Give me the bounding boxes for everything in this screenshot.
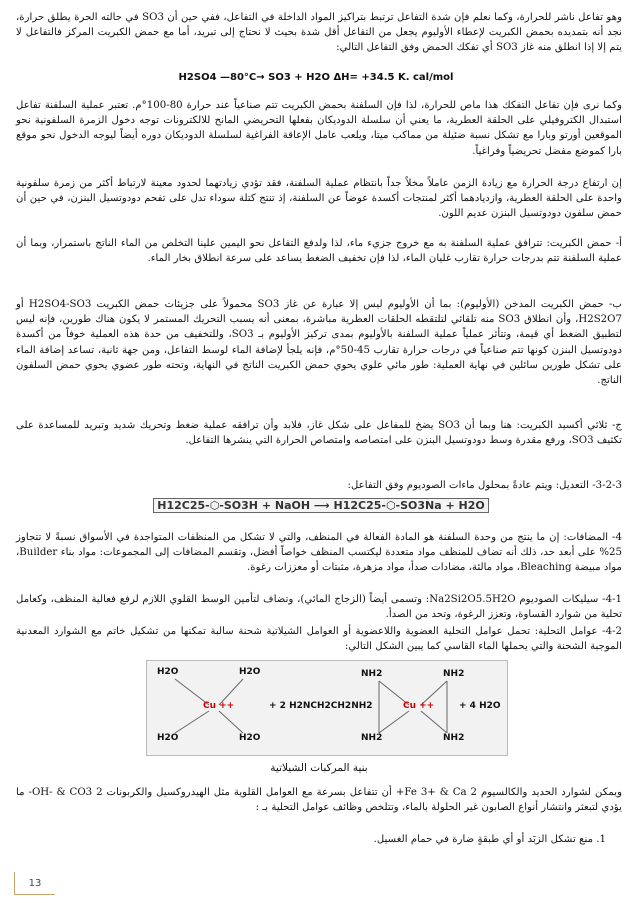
- nh2-label: NH2: [443, 669, 465, 679]
- copper-ion-label: Cu ++: [403, 701, 435, 711]
- paragraph-sulfuric-acid: أ- حمض الكبريت: تترافق عملية السلفنة به مع خروج جزيء ماء، لذا ولدفع التفاعل نحو اليمين علينا التخلص من الماء الناتج باستمرار، وبما أن عملية السلفنة تتم بدرجات حرارة تقارب غليان الماء، لذا فإن تخفيف الضغط يساعد على سرعة انطلاق بخار الماء.: [16, 238, 622, 265]
- nh2-label: NH2: [443, 733, 465, 743]
- paragraph-electrophilic-substitution: وكما نرى فإن تفاعل التفكك هذا ماص للحرارة، لذا فإن السلفنة بحمض الكبريت تتم صناعياً عند حرارة 80-100°م. تعتبر عملية السلفنة تفاعل استبدال الكتروفيلي على الحلقة العطرية، ما يعني أن سلسلة الدوديكان بفعلها التحريضي المانح للالكترونات توجه دخول الزمرة السلفونية نحو الموقعين أورتو وبارا مع تشكل نسبة ضئيلة من مماكب ميتا، ويلعب عامل الإعاقة الفراغية لسلسلة الدوديكان دوره أيضاً ليوجه الدخول نحو موقع بارا كموضع مفضل تحريضياً وفراغياً.: [16, 100, 623, 157]
- paragraph-sulfonation-heat: وهو تفاعل ناشر للحرارة، وكما نعلم فإن شدة التفاعل ترتبط بتراكيز المواد الداخلة في التفاعل، ففي حين أن SO3 في حالته الحرة يطلق حرارة، نجد أنه بتمديده بحمض الكبريت لإعطاء الأوليوم يجعل من التفاعل أقل شدة بحيث لا نحتاج إلى تبريد، أما مع حمض الكبريت المركز فالتفاعل لا يتم إلا إذا انطلق منه غاز SO3 أي تفكك الحمض وفق التفاعل التالي:: [16, 12, 622, 54]
- page-number: 13: [14, 872, 55, 895]
- list-item-softening-function: 1. منع تشكل الزبَد أو أي طبقةٍ ضارة في حمام الغسيل.: [373, 834, 606, 845]
- paragraph-oleum: ب- حمض الكبريت المدخن (الأوليوم): بما أن الأوليوم ليس إلا عبارة عن غاز SO3 محمولاً على جزيئات حمض الكبريت H2SO4-SO3 أو H2S2O7، وأن انطلاق SO3 منه تلقائي لتلتقطه الحلقات العطرية مباشرة، بمعنى أنه يسبب التحريك المستمر لا يكون هناك طورين، فإنه ليس لتطبيق الضغط أي قيمة، وتتأثر عملياً عملية السلفنة بالأوليوم بمدى تركيز الأوليوم بـ SO3، وللتخفيف من حدة هذه العملية خوفاً من أكسدة دودوتسيل البنزن كونها تتم صناعياً في درجات حرارة تقارب 45-50°م، فإنه يلجأ لإضافة الماء لوسط التفاعل، ومن جهة ثانية، تساعد إضافة الماء على تشكل طورين سائلين في نهاية العملية: طور مائي علوي يحوي حمض الكبريت الناتج في النهاية، وتحته طور عضوي يحوي حمض السلفون الناتج.: [16, 299, 622, 387]
- chelate-diagram: [146, 660, 508, 756]
- h2o-label: H2O: [239, 667, 261, 677]
- document-page: [16, 0, 622, 903]
- paragraph-temperature-effect: إن ارتفاع درجة الحرارة مع زيادة الزمن عاملاً مخلاً جداً بانتظام عملية السلفنة، فقد تؤدي زيادتهما لحدود معينة لارتباط أكثر من زمرة سلفونية واحدة على الحلقة العطرية، وازديادهما أكثر لمنتجات أكسدة عوضاً عن السلفنة، إذ تنتج كتلة سوداء تدل على تفحم دودوتسيل البنزن، في حين أن حمض سلفون دودوتسيل البنزن عديم اللون.: [16, 178, 622, 220]
- reagent-label: + 2 H2NCH2CH2NH2: [269, 701, 373, 711]
- paragraph-iron-calcium: ويمكن لشوارد الحديد والكالسيوم Fe 3+ & Ca 2+ أن تتفاعل بسرعة مع العوامل القلوية مثل الهيدروكسيل والكربونات OH- & CO3 2- ما يؤدي لتبعثر وانتشار أنواع الصابون غير الحلولة بالماء، وتتلخص وظائف عوامل التحلية بـ :: [16, 787, 622, 814]
- nh2-label: NH2: [361, 733, 383, 743]
- equation-neutralization-text: H12C25-⬡-SO3H + NaOH ⟶ H12C25-⬡-SO3Na + H2O: [153, 498, 489, 513]
- equation-h2so4-decomposition: H2SO4 —80°C→ SO3 + H2O ΔH= +34.5 K. cal/mol: [178, 72, 454, 83]
- diagram-caption: بنية المركبات الشيلاتية: [270, 762, 368, 774]
- h2o-label: H2O: [157, 667, 179, 677]
- equation-neutralization: [96, 498, 546, 513]
- paragraph-softening-agents: 4-2- عوامل التحلية: تحمل عوامل التحلية العضوية واللاعضوية أو العوامل الشيلاتية شحنة سالبة تمكنها من تشكيل خاتم مع الشوارد المعدنية الموجبة الشحنة والتي يحملها الماء القاسي كما يبين الشكل التالي:: [16, 626, 622, 653]
- paragraph-sodium-silicate: 4-1- سيليكات الصوديوم Na2Si2O5.5H2O: وتسمى أيضاً (الزجاج المائي)، وتضاف لتأمين الوسط القلوي اللازم لرفع فعالية المنظف، وكعامل تحلية من شوارد القساوة، وتعزز الرغوة، وتحد من الصدأ.: [16, 594, 622, 621]
- paragraph-neutralization: 3-2-3- التعديل: ويتم عادةً بمحلول ماءات الصوديوم وفق التفاعل:: [347, 480, 622, 491]
- nh2-label: NH2: [361, 669, 383, 679]
- paragraph-sulfur-trioxide: ج- ثلاثي أكسيد الكبريت: هنا وبما أن SO3 يضخ للمفاعل على شكل غاز، فلابد وأن ترافقه عملية ضغط وتحريك شديد وتبريد للمساعدة على تكثيف SO3، ورفع مقدرة وسط دودوتسيل البنزن على امتصاصه وامتصاص الحرارة التي ينشرها التفاعل.: [16, 420, 622, 447]
- h2o-label: H2O: [157, 733, 179, 743]
- product-label: + 4 H2O: [459, 701, 501, 711]
- copper-ion-label: Cu ++: [203, 701, 235, 711]
- h2o-label: H2O: [239, 733, 261, 743]
- paragraph-additives: 4- المضافات: إن ما ينتج من وحدة السلفنة هو المادة الفعالة في المنظف، والتي لا تشكل من المنظفات المتواجدة في الأسواق نسبةً لا تتجاوز 25% على أبعد حد، ذلك أنه تضاف للمنظف مواد متعددة ليكتسب المنظف خواصاً أفضل، وتقسم المضافات إلى المجموعات: مواد بناء Builder، مواد مبيضة Bleaching، مواد مالئة، مضادات صدأ، مواد مزهرة، مثبتات أو معززات رغوة.: [16, 532, 622, 574]
